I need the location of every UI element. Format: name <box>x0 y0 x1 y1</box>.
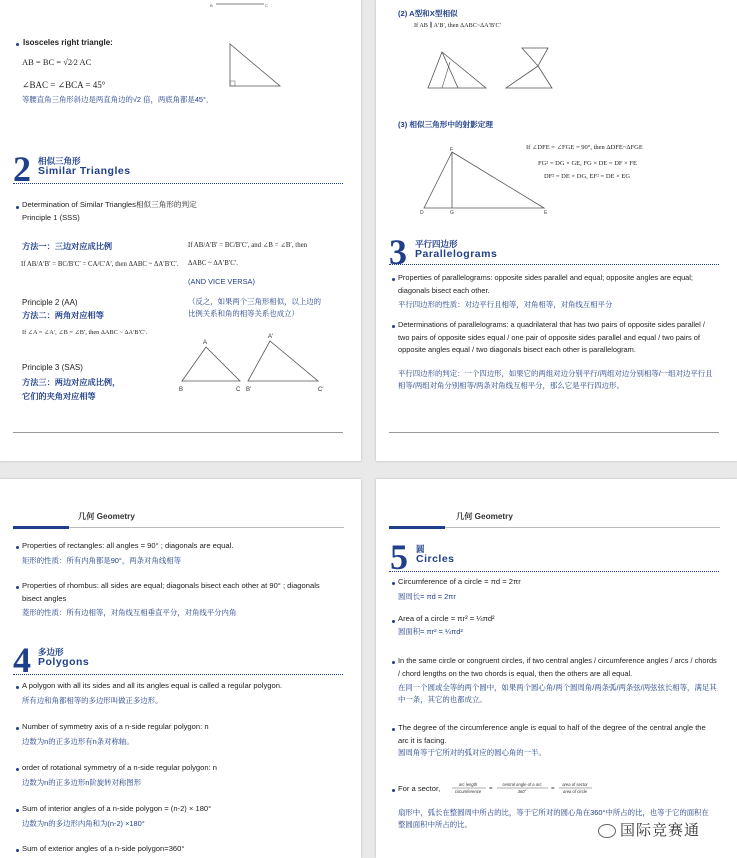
section-divider <box>389 571 719 572</box>
header-line <box>445 527 720 528</box>
sector-formula <box>448 779 648 799</box>
section-title-cn: 圆 <box>416 544 425 554</box>
bullet <box>392 789 395 792</box>
section-title-cn: 相似三角形 <box>38 156 81 166</box>
bullet <box>16 849 19 852</box>
section-number: 4 <box>13 640 31 680</box>
sas-equation: If AB/A′B′ = BC/B′C′, and ∠B = ∠B′, then <box>188 242 308 249</box>
ax-title: (2) A型和X型相似 <box>398 9 458 18</box>
page-header: 几何 Geometry <box>456 512 513 521</box>
isosceles-title: Isosceles right triangle: <box>23 38 113 47</box>
section-title-cn: 平行四边形 <box>415 239 458 249</box>
svg-text:B: B <box>210 3 213 8</box>
interior-angles-sum: Sum of interior angles of a n-side polygon = (n-2) × 180° <box>22 804 212 813</box>
right-triangle-title: (3) 相似三角形中的射影定理 <box>398 120 493 129</box>
wechat-icon <box>598 824 616 838</box>
bullet <box>16 809 19 812</box>
page-header: 几何 Geometry <box>78 512 135 521</box>
section-number: 2 <box>13 149 31 189</box>
rhombus-properties-cn: 菱形的性质：所有边相等，对角线互相垂直平分，对角线平分内角 <box>22 608 237 617</box>
similar-triangles-figure <box>178 333 348 403</box>
circle-area: Area of a circle = πr² = ¼πd² <box>398 614 495 623</box>
bullet <box>16 768 19 771</box>
bullet <box>16 43 19 46</box>
page-bottom-rule <box>389 432 719 433</box>
vertex-label: A <box>203 340 208 346</box>
page-circles <box>376 479 737 858</box>
sas-equation-2: ΔABC ~ ΔA′B′C′. <box>188 260 238 267</box>
page-polygons <box>0 479 361 858</box>
bullet <box>392 278 395 281</box>
triangle-fragment <box>0 0 361 12</box>
vertex-label: C′ <box>318 387 324 393</box>
sector-cn: 扇形中，弧长在整圆周中所占的比，等于它所对的圆心角在360°中所占的比，也等于它的面积在整圆面积中所占的比。 <box>398 808 709 829</box>
bullet <box>16 546 19 549</box>
header-bar <box>13 526 69 529</box>
vertex-label: C <box>236 387 241 393</box>
bullet <box>16 206 19 209</box>
bullet <box>392 661 395 664</box>
right-eq2: FG² = DG × GE, FG × DE = DF × FE <box>538 160 638 167</box>
svg-text:E: E <box>544 210 548 216</box>
vice-versa: (AND VICE VERSA) <box>188 277 255 286</box>
page-bottom-rule <box>13 432 343 433</box>
symmetry-axis-cn: 边数为n的正多边形有n条对称轴。 <box>22 737 134 746</box>
isosceles-eq2: ∠BAC = ∠BCA = 45° <box>22 80 106 90</box>
watermark-text: 国际竞赛通 <box>620 822 701 839</box>
projection-figure <box>420 148 560 218</box>
header-line <box>69 527 344 528</box>
principle-2: Principle 2 (AA) <box>22 298 78 307</box>
right-eq1: If ∠DFE = ∠FGE = 90°, then ΔDFE~ΔFGE <box>526 144 643 151</box>
a-and-x-figures <box>420 42 590 102</box>
rectangle-properties: Properties of rectangles: all angles = 90° ; diagonals are equal. <box>22 541 234 550</box>
exterior-angles-sum: Sum of exterior angles of a n-side polygon=360° <box>22 844 185 853</box>
fraction-numerator: central angle of a arc <box>502 782 542 787</box>
section-number: 5 <box>390 537 408 577</box>
section-title-en: Similar Triangles <box>38 165 131 177</box>
regular-polygon-cn: 所有边和角都相等的多边形叫做正多边形。 <box>22 696 163 705</box>
rotational-symmetry: order of rotational symmetry of a n-side regular polygon: n <box>22 763 218 772</box>
principle-1: Principle 1 (SSS) <box>22 213 80 222</box>
svg-text:G: G <box>450 210 454 216</box>
parallelogram-determination: Determinations of parallelograms: a quadrilateral that has two pairs of opposite sides parallel / two pairs of opposite sides equal / one pair of opposite sides parallel and equal / two pairs of opposite angles equal / two diagonals bisect each other is parallelogram. <box>398 320 705 354</box>
method-2: 方法二：两角对应相等 <box>22 311 104 320</box>
circumference-cn: 圆周长= πd = 2πr <box>398 592 456 601</box>
principle-3: Principle 3 (SAS) <box>22 363 83 372</box>
congruent-circles: In the same circle or congruent circles, if two central angles / circumference angles / arcs / chords / chord lengths on the two chords is equal, then the others are all equal. <box>398 656 717 678</box>
fraction-numerator: area of sector <box>562 782 588 787</box>
svg-text:F: F <box>450 147 454 153</box>
right-triangle-figure <box>226 40 286 90</box>
rectangle-properties-cn: 矩形的性质：所有内角都是90°，两条对角线相等 <box>22 556 181 565</box>
congruent-circles-cn: 在同一个圆或全等的两个圆中，如果两个圆心角/两个圆周角/两条弧/两条弦/两弦弦长相等，满足其中一条，其它的也都成立。 <box>398 683 717 704</box>
section-title-en: Parallelograms <box>415 248 498 260</box>
rhombus-properties: Properties of rhombus: all sides are equal; diagonals bisect each other at 90° ; diagonals bisect angles <box>22 581 320 603</box>
method-2-equation: If ∠A = ∠A′, ∠B = ∠B′, then ΔABC ~ ΔA′B′C′. <box>22 329 148 336</box>
circumference: Circumference of a circle = πd = 2πr <box>398 577 521 586</box>
interior-angles-sum-cn: 边数为n的多边形内角和为(n-2) ×180° <box>22 819 145 828</box>
circle-area-cn: 圆面积= πr² = ¼πd² <box>398 627 463 636</box>
section-divider <box>13 183 343 184</box>
circumference-angle-cn: 圆周角等于它所对的弧对应的圆心角的一半。 <box>398 748 546 757</box>
bullet <box>16 686 19 689</box>
isosceles-eq1: AB = BC = √2⁄2 AC <box>22 57 92 67</box>
ax-equation: If AB ∥ A′B′, then ΔABC~ΔA′B′C′ <box>414 22 501 29</box>
bullet <box>16 727 19 730</box>
svg-text:=: = <box>551 786 555 792</box>
watermark <box>598 819 700 840</box>
circumference-angle: The degree of the circumference angle is equal to half of the degree of the central angle the arc it is facing. <box>398 723 706 745</box>
isosceles-cn: 等腰直角三角形斜边是两直角边的√2 倍，两底角都是45°． <box>22 95 214 104</box>
parallelogram-determination-cn: 平行四边形的判定：一个四边形，如果它的两组对边分别平行/两组对边分别相等/一组对边平行且相等/两组对角分别相等/两条对角线互相平分，那么它是平行四边形。 <box>398 369 713 390</box>
parallelogram-properties: Properties of parallelograms: opposite sides parallel and equal; opposite angles are equal; diagonals bisect each other. <box>398 273 693 295</box>
vertex-label: B′ <box>246 387 252 393</box>
regular-polygon: A polygon with all its sides and all its angles equal is called a regular polygon. <box>22 681 283 690</box>
right-eq3: DF² = DE × DG, EF² = DE × EG <box>544 173 631 180</box>
symmetry-axis: Number of symmetry axis of a n-side regular polygon: n <box>22 722 209 731</box>
bullet <box>392 620 395 623</box>
fraction-denominator: 360° <box>517 789 527 794</box>
section-divider <box>389 264 719 265</box>
fraction-denominator: area of circle <box>563 789 587 794</box>
svg-text:C: C <box>265 3 268 8</box>
rotational-symmetry-cn: 边数为n的正多边形n阶旋转对称图形 <box>22 778 142 787</box>
sector-intro: For a sector, <box>398 784 441 793</box>
vice-versa-cn: （反之，如果两个三角形相似，以上边的比例关系和角的相等关系也成立） <box>188 297 322 318</box>
vertex-label: A′ <box>268 334 274 340</box>
svg-text:=: = <box>489 786 493 792</box>
section-divider <box>13 674 343 675</box>
svg-text:D: D <box>420 210 424 216</box>
section-title-cn: 多边形 <box>38 647 64 657</box>
method-3: 方法三：两边对应成比例， <box>22 378 121 387</box>
parallelogram-properties-cn: 平行四边形的性质：对边平行且相等，对角相等，对角线互相平分 <box>398 300 613 309</box>
bullet <box>392 728 395 731</box>
section-title-en: Circles <box>416 553 455 565</box>
method-1: 方法一：三边对应成比例 <box>22 242 113 251</box>
vertex-label: B <box>179 387 184 393</box>
bullet <box>16 586 19 589</box>
section-title-en: Polygons <box>38 656 90 668</box>
page-similar-triangles <box>0 0 361 461</box>
determination-text: Determination of Similar Triangles相似三角形的判定 <box>22 200 197 209</box>
fraction-denominator: circumference <box>454 789 482 794</box>
bullet <box>392 582 395 585</box>
method-3-line2: 它们的夹角对应相等 <box>22 392 96 401</box>
fraction-numerator: arc length <box>458 782 478 787</box>
section-number: 3 <box>389 232 407 272</box>
header-bar <box>389 526 445 529</box>
page-parallelograms <box>376 0 737 461</box>
method-1-equation: If AB/A′B′ = BC/B′C′ = CA/C′A′, then ΔABC ~ ΔA′B′C′. <box>21 261 179 268</box>
bullet <box>392 325 395 328</box>
